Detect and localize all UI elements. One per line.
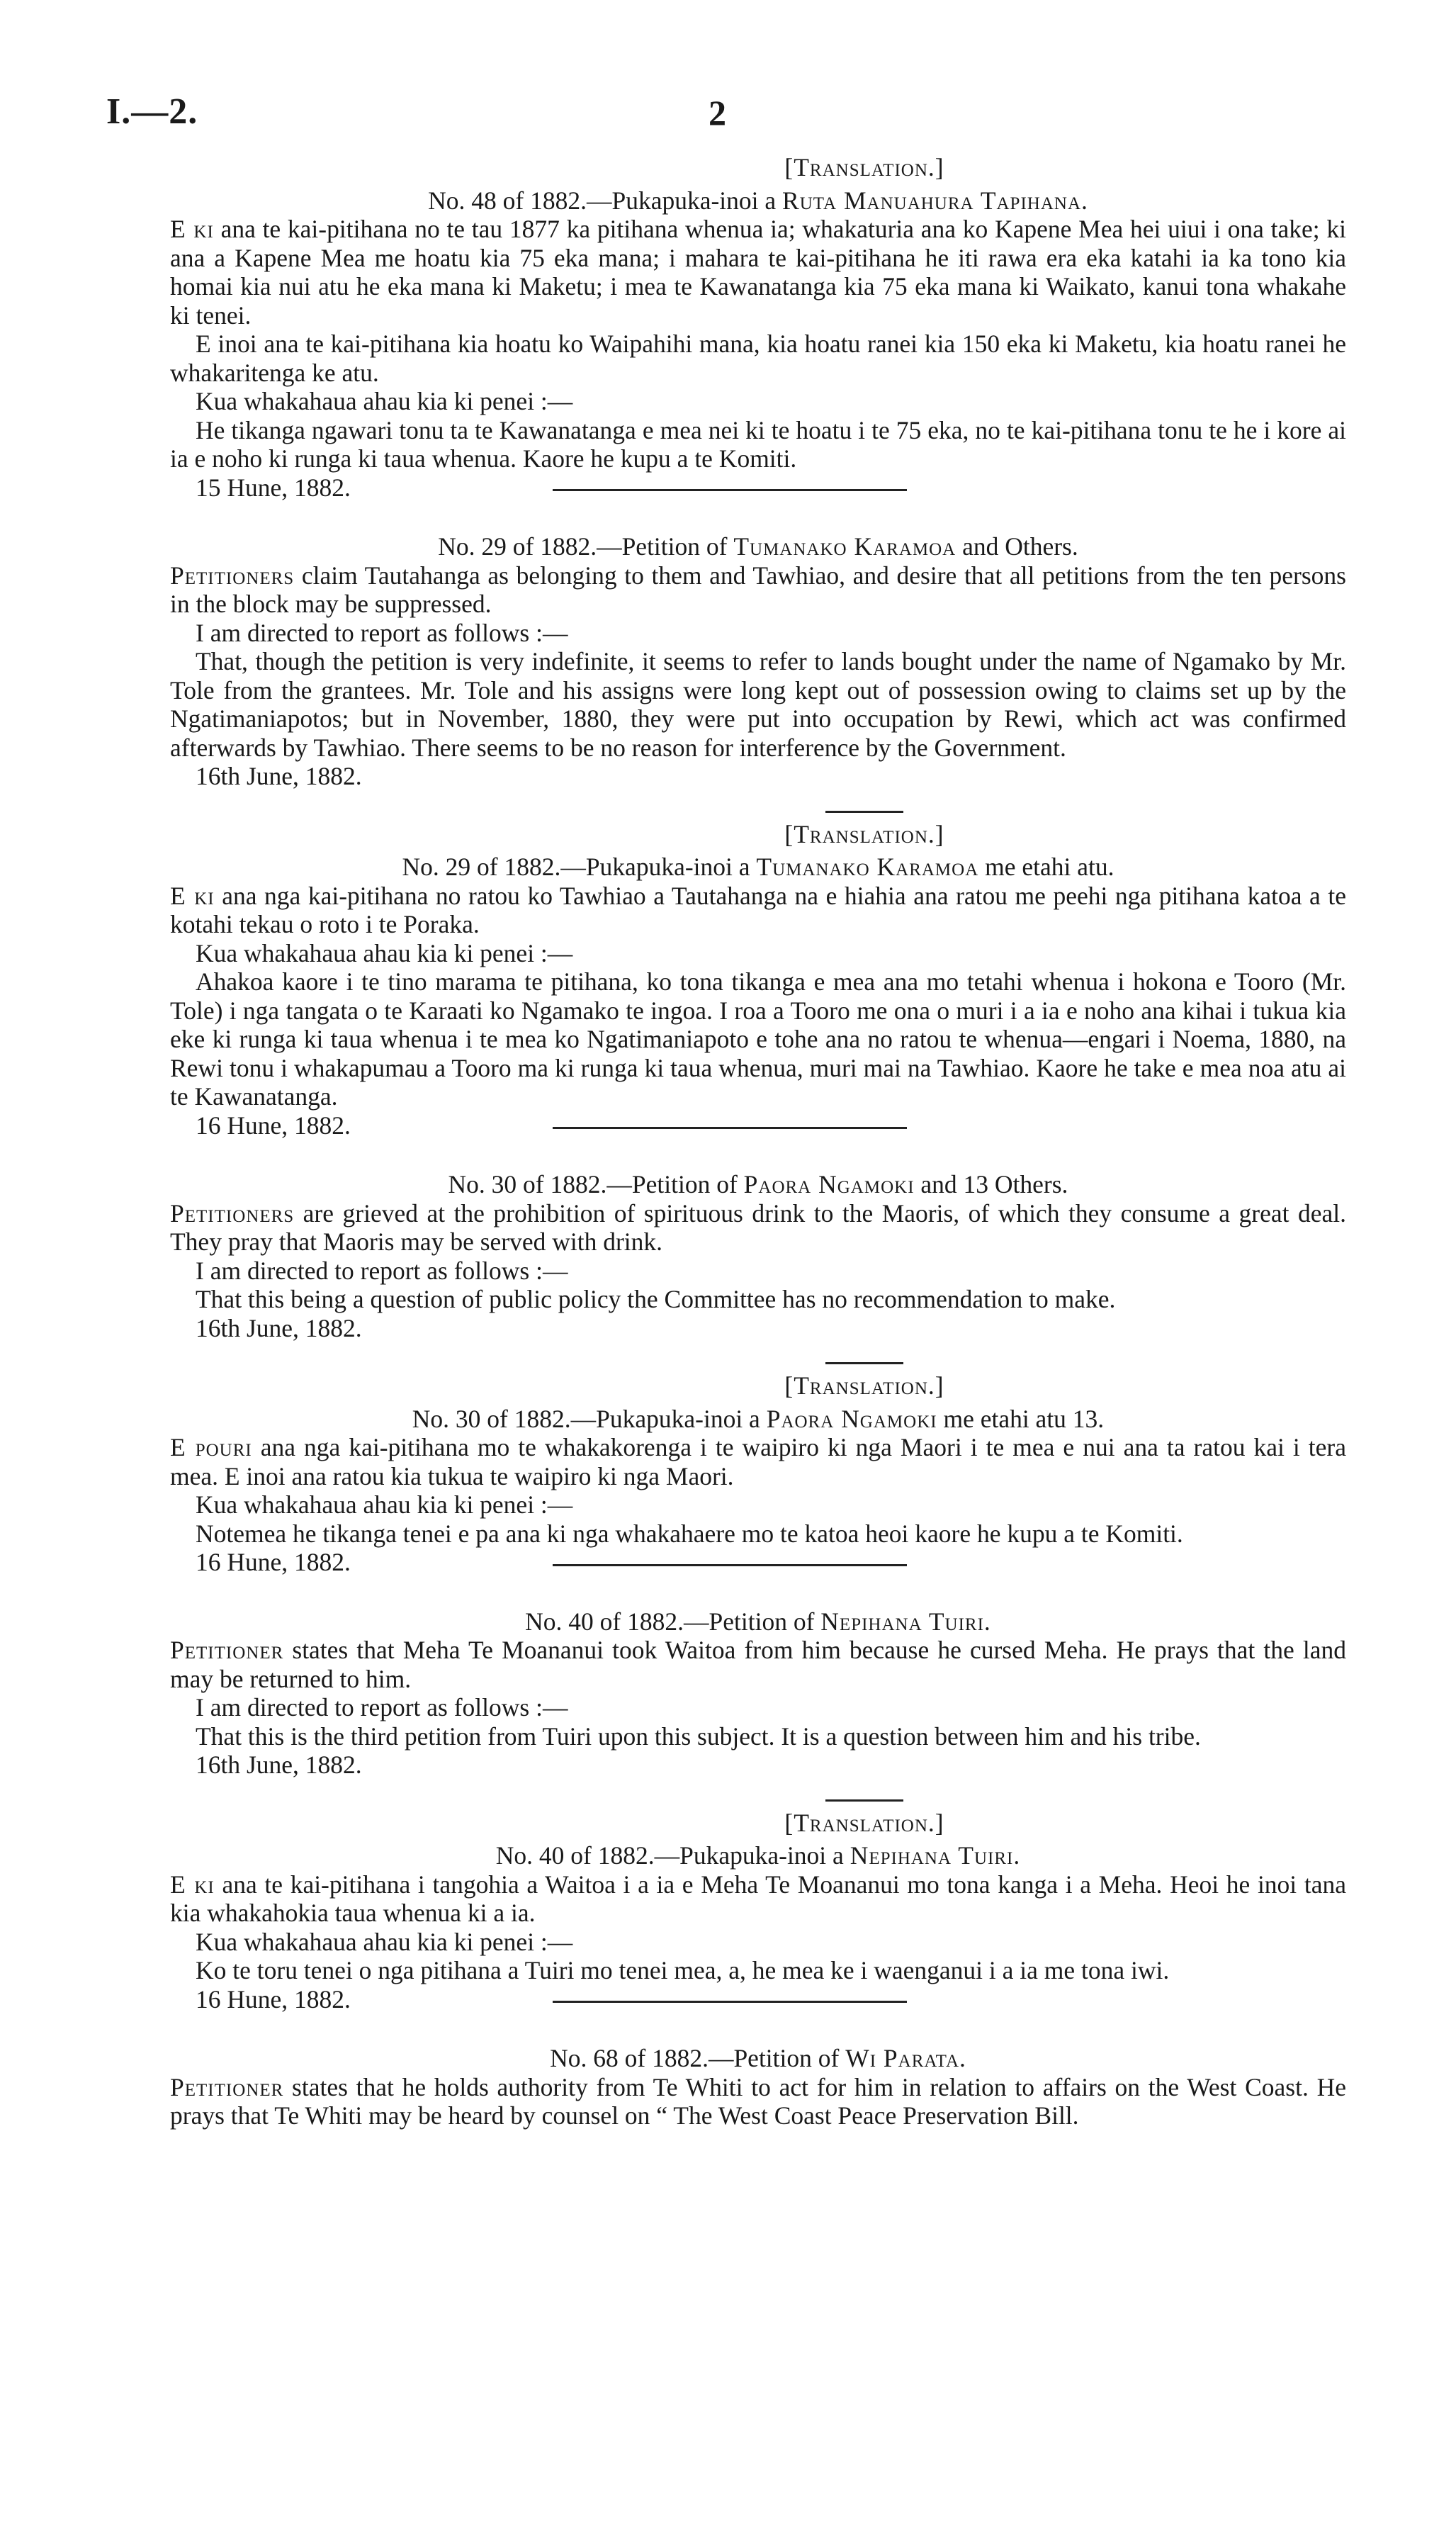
title-prefix: No. 29 of 1882.—Pukapuka-inoi a	[402, 853, 750, 881]
petitioner-name: Ruta Manuahura Tapihana.	[782, 186, 1088, 215]
committee-report: That this being a question of public policy the Committee has no recommendation to make.	[196, 1285, 1116, 1313]
report-date: 16 Hune, 1882.	[196, 1548, 351, 1576]
petitioner-name: Tumanako Karamoa	[733, 532, 956, 561]
title-prefix: No. 68 of 1882.—Petition of	[550, 2044, 840, 2072]
summary-text: claim Tautahanga as belonging to them and Tawhiao, and desire that all petitions from the ten persons in the block may be suppressed.	[170, 561, 1347, 618]
petition-title	[170, 186, 1346, 215]
committee-report: Ko te toru tenei o nga pitihana a Tuiri mo tenei mea, a, he mea ke i waenganui i a ia me tona iwi.	[196, 1956, 1170, 1984]
translation-label: [Translation.]	[784, 1371, 944, 1400]
report-date: 16th June, 1882.	[196, 1751, 362, 1779]
committee-report: That, though the petition is very indefinite, it seems to refer to lands bought under the name of Ngamako by Mr. Tole from the grantees. Mr. Tole and his assigns were long kept out of possession owing to claims set up by the Ngatimaniapotos; but in November, 1880, they were put into occupation by Rewi, which act was confirmed afterwards by Tawhiao. There seems to be no reason for interference by the Government.	[170, 647, 1346, 762]
petition-title	[170, 1170, 1346, 1199]
summary-text: ana nga kai-pitihana mo te whakakorenga i te waipiro ki nga Maori i te mea e nui ana ta ratou kai i tera mea. E inoi ana ratou kia tukua te waipiro ki nga Maori.	[170, 1433, 1346, 1490]
petition-title	[170, 853, 1346, 882]
section-divider	[553, 2001, 907, 2003]
summary-text: are grieved at the prohibition of spirituous drink to the Maoris, of which they consume a great deal. They pray that Maoris may be served with drink.	[170, 1198, 1346, 1256]
translation-section	[170, 1809, 1346, 2016]
petition-title	[170, 1607, 1346, 1636]
page-number: 2	[709, 93, 726, 133]
translation-label: [Translation.]	[784, 153, 944, 181]
section-divider	[553, 489, 907, 491]
directed-line: Kua whakahaua ahau kia ki penei :—	[196, 1490, 573, 1519]
lead-words: E ki	[170, 881, 215, 910]
petition-section	[170, 1170, 1346, 1364]
lead-words: E ki	[170, 215, 214, 243]
petitioner-name: Nepihana Tuiri.	[820, 1607, 991, 1636]
petition-section	[170, 532, 1346, 813]
petition-summary	[170, 882, 1346, 939]
directed-line: I am directed to report as follows :—	[196, 618, 568, 647]
translation-section	[170, 153, 1346, 504]
title-suffix: and Others.	[962, 532, 1078, 561]
lead-words: Petitioners	[170, 1198, 295, 1227]
title-suffix: me etahi atu.	[985, 853, 1114, 881]
section-divider	[553, 1127, 907, 1129]
petition-summary	[170, 215, 1346, 330]
petition-summary	[170, 1870, 1346, 1928]
short-divider	[825, 811, 903, 813]
petition-summary	[170, 561, 1346, 619]
title-prefix: No. 30 of 1882.—Petition of	[448, 1170, 738, 1198]
petition-section	[170, 1607, 1346, 1802]
petition-request: E inoi ana te kai-pitihana kia hoatu ko Waipahihi mana, kia hoatu ranei kia 150 eka ki Maketu, kia hoatu ranei he whakaritenga ke atu.	[170, 330, 1346, 387]
report-date: 15 Hune, 1882.	[196, 473, 351, 502]
petitioner-name: Paora Ngamoki	[766, 1404, 937, 1433]
lead-words: Petitioners	[170, 561, 295, 590]
committee-report: Notemea he tikanga tenei e pa ana ki nga whakahaere mo te katoa heoi kaore he kupu a te Komiti.	[196, 1519, 1183, 1548]
committee-report: He tikanga ngawari tonu ta te Kawanatanga e mea nei ki te hoatu i te 75 eka, no te kai-pitihana tonu te he i kore ai ia e noho ki runga ki taua whenua. Kaore he kupu a te Komiti.	[170, 415, 1346, 473]
translation-label: [Translation.]	[784, 819, 944, 848]
directed-line: Kua whakahaua ahau kia ki penei :—	[196, 938, 573, 967]
title-prefix: No. 48 of 1882.—Pukapuka-inoi a	[428, 186, 777, 215]
title-prefix: No. 40 of 1882.—Petition of	[525, 1607, 815, 1636]
paper-reference: I.—2.	[106, 91, 198, 132]
directed-line: Kua whakahaua ahau kia ki penei :—	[196, 387, 573, 415]
summary-text: ana te kai-pitihana no te tau 1877 ka pitihana whenua ia; whakaturia ana ko Kapene Mea hei uiui i ona take; ki ana a Kapene Mea me hoatu kia 75 eka mana; i mahara te kai-pitihana he iti rawa era eka katahi ia ka tono kia homai kia nui atu he eka mana ki Maketu; i mea te Kawanatanga kia 75 eka mana ki Waikato, kanui tona whakahe ki tenei.	[170, 215, 1346, 330]
petition-section	[170, 2044, 1346, 2130]
petition-summary	[170, 1199, 1346, 1257]
petition-summary	[170, 1636, 1346, 1693]
translation-label: [Translation.]	[784, 1808, 944, 1837]
petition-title	[170, 532, 1346, 561]
document-body	[170, 146, 1346, 2130]
summary-text: ana te kai-pitihana i tangohia a Waitoa i a ia e Meha Te Moananui mo tona kanga i a Meha. Heoi he inoi tana kia whakahokia taua whenua ki a ia.	[170, 1870, 1346, 1927]
report-date: 16th June, 1882.	[196, 1313, 362, 1342]
title-suffix: me etahi atu 13.	[943, 1404, 1105, 1433]
petitioner-name: Wi Parata.	[845, 2044, 966, 2072]
report-date: 16 Hune, 1882.	[196, 1984, 351, 2013]
lead-words: Petitioner	[170, 1636, 284, 1664]
committee-report: That this is the third petition from Tuiri upon this subject. It is a question between him and his tribe.	[196, 1721, 1201, 1751]
petition-summary	[170, 2073, 1346, 2130]
title-prefix: No. 40 of 1882.—Pukapuka-inoi a	[495, 1841, 844, 1870]
lead-words: E pouri	[170, 1433, 252, 1461]
petition-title	[170, 1405, 1346, 1434]
petitioner-name: Paora Ngamoki	[743, 1170, 915, 1198]
lead-words: E ki	[170, 1870, 215, 1899]
title-suffix: and 13 Others.	[920, 1170, 1068, 1198]
petition-summary	[170, 1433, 1346, 1490]
translation-section	[170, 820, 1346, 1142]
committee-report: Ahakoa kaore i te tino marama te pitihana, ko tona tikanga e mea ana mo tetahi whenua i hokona e Tooro (Mr. Tole) i nga tangata o te Karaati ko Ngamako te ingoa. I roa a Tooro me ona o muri i a ia e noho ana kihai i tukua kia eke ki runga ki taua whenua i te mea ko Ngatimaniapoto e tohe ana no ratou te whenua—engari i Noema, 1880, na Rewi tonu i whakapumau a Tooro ma ki runga ki taua whenua, muri mai na Tawhiao. Kaore he take e mea noa atu ai te Kawanatanga.	[170, 967, 1346, 1111]
summary-text: ana nga kai-pitihana no ratou ko Tawhiao a Tautahanga na e hiahia ana ratou me peehi nga pitihana katoa a te kotahi tekau o roto i te Poraka.	[170, 881, 1346, 938]
petition-title	[170, 1841, 1346, 1870]
petitioner-name: Nepihana Tuiri.	[850, 1841, 1021, 1870]
section-divider	[553, 1564, 907, 1566]
directed-line: I am directed to report as follows :—	[196, 1256, 568, 1285]
title-prefix: No. 30 of 1882.—Pukapuka-inoi a	[412, 1404, 760, 1433]
directed-line: I am directed to report as follows :—	[196, 1693, 568, 1721]
short-divider	[825, 1799, 903, 1802]
petitioner-name: Tumanako Karamoa	[756, 853, 979, 881]
report-date: 16 Hune, 1882.	[196, 1111, 351, 1140]
title-prefix: No. 29 of 1882.—Petition of	[438, 532, 728, 561]
petition-title	[170, 2044, 1346, 2073]
directed-line: Kua whakahaua ahau kia ki penei :—	[196, 1927, 573, 1956]
report-date: 16th June, 1882.	[196, 762, 362, 790]
short-divider	[825, 1362, 903, 1364]
summary-text: states that he holds authority from Te Whiti to act for him in relation to affairs on the West Coast. He prays that Te Whiti may be heard by counsel on “ The West Coast Peace Preservation Bill.	[170, 2072, 1346, 2130]
summary-text: states that Meha Te Moananui took Waitoa from him because he cursed Meha. He prays that the land may be returned to him.	[170, 1636, 1346, 1693]
lead-words: Petitioner	[170, 2072, 284, 2101]
translation-section	[170, 1371, 1346, 1579]
